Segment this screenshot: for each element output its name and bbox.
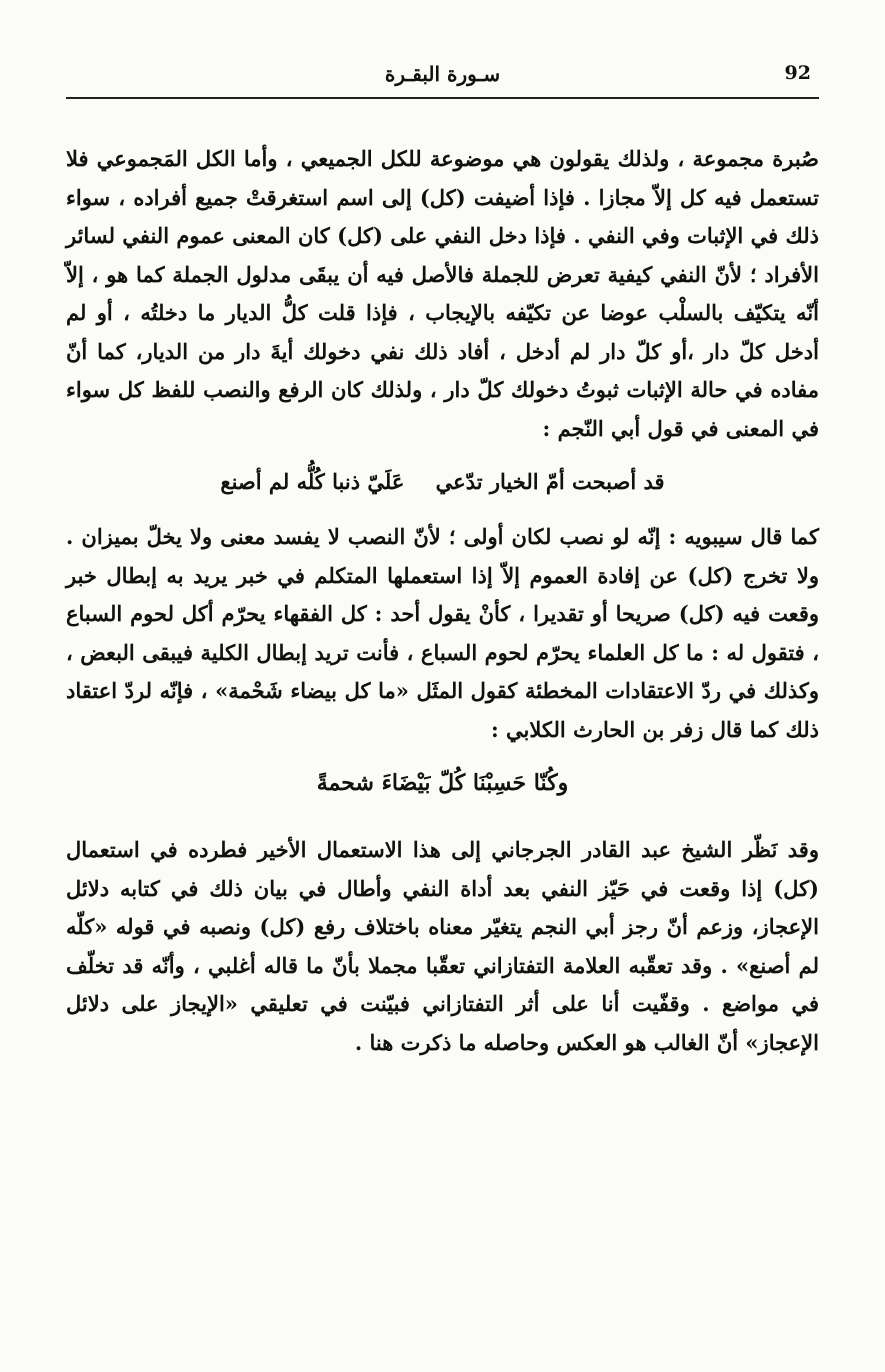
page-header bbox=[66, 58, 819, 92]
verse-abu-najm bbox=[66, 462, 819, 502]
header-rule bbox=[66, 97, 819, 99]
running-title: سـورة البقـرة bbox=[384, 62, 501, 86]
page-number: 92 bbox=[784, 62, 811, 84]
main-text bbox=[66, 140, 819, 1062]
paragraph-2: كما قال سيبويه : إنّه لو نصب لكان أولى ؛ لأنّ النصب لا يفسد معنى ولا يخلّ بميزان . ولا تخرج (كل) عن إفادة العموم إلاّ إذا استعملها المتكلم في خبر يريد به إبطال خبر وقعت فيه (كل) صريحا أو تقديرا ، كأنْ يقول أحد : كل الفقهاء يحرّم أكل لحوم السباع ، فتقول له : ما كل العلماء يحرّم لحوم السباع ، فأنت تريد إبطال الكلية فيبقى البعض ، وكذلك في ردّ الاعتقادات المخطئة كقول المثَل «ما كل بيضاء شَحْمة» ، فإنّه لردّ اعتقاد ذلك كما قال زفر بن الحارث الكلابي : bbox=[66, 524, 819, 742]
verse-hemistich-first: قد أصبحت أمّ الخيار تدّعي bbox=[435, 469, 665, 494]
verse-zufar: وكُنّا حَسِبْنَا كُلّ بَيْضَاءَ شحمةً bbox=[316, 770, 569, 796]
paragraph-1: صُبرة مجموعة ، ولذلك يقولون هي موضوعة للكل الجميعي ، وأما الكل المَجموعي فلا تستعمل فيه كل إلاّ مجازا . فإذا أضيفت (كل) إلى اسم استغرقتْ جميع أفراده ، سواء ذلك في الإثبات وفي النفي . فإذا دخل النفي على (كل) كان المعنى عموم النفي لسائر الأفراد ؛ لأنّ النفي كيفية تعرض للجملة فالأصل فيه أن يبقَى مدلول الجملة كما هو ، إلاّ أنّه يتكيّف بالسلْب عوضا عن تكيّفه بالإيجاب ، فإذا قلت كلُّ الديار ما دخلتُه ، أو لم أدخل كلّ دار ،أو كلّ دار لم أدخل ، أفاد ذلك نفي دخولك أيةَ دار من الديار، كما أنّ مفاده في حالة الإثبات ثبوتُ دخولك كلّ دار ، ولذلك كان الرفع والنصب للفظ كل سواء في المعنى في قول أبي النّجم : bbox=[66, 146, 819, 441]
verse-hemistich-second: عَلَيّ ذنبا كُلُّه لم أصنع bbox=[220, 469, 405, 494]
paragraph-3: وقد نَظّر الشيخ عبد القادر الجرجاني إلى هذا الاستعمال الأخير فطرده في استعمال (كل) إذا وقعت في حَيّز النفي بعد أداة النفي وأطال في بيان ذلك في كتابه دلائل الإعجاز، وزعم أنّ رجز أبي النجم يتغيّر معناه باختلاف رفع (كل) ونصبه في قوله «كلّه لم أصنع» . وقد تعقّبه العلامة التفتازاني تعقّبا مجملا بأنّ ما قاله أغلبي ، وأنّه قد تخلّف في مواضع . وقفّيت أنا على أثر التفتازاني فبيّنت في تعليقي «الإيجاز على دلائل الإعجاز» أنّ الغالب هو العكس وحاصله ما ذكرت هنا . bbox=[66, 837, 819, 1055]
